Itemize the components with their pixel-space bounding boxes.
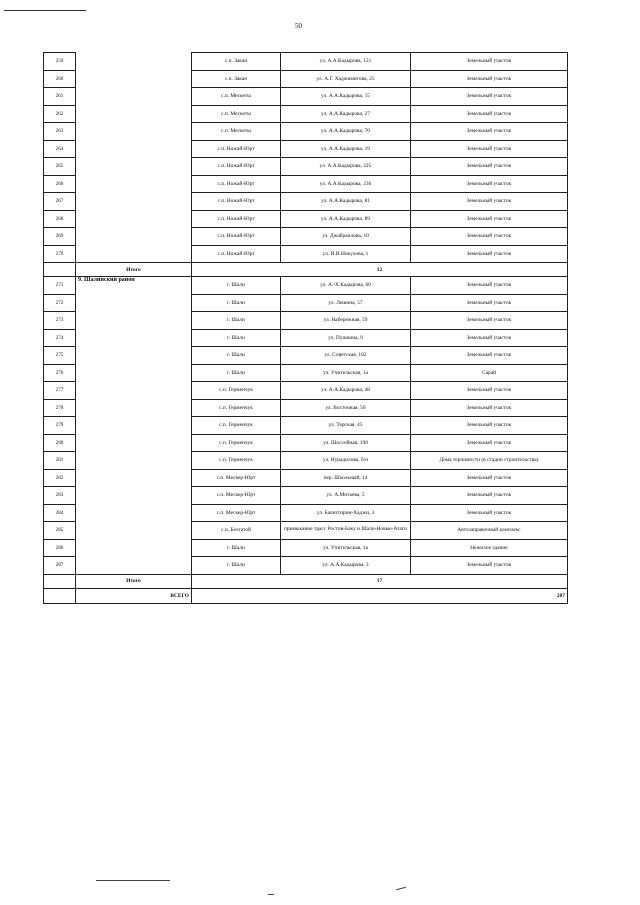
row-number: 267 [44, 193, 76, 211]
address-cell: ул. А.А.Кадырова, 70 [281, 123, 411, 141]
footer-mark [96, 880, 170, 881]
settlement-cell: с.п. Ножай-Юрт [192, 140, 281, 158]
footer-mark [268, 894, 274, 895]
object-type-cell: Земельный участок [411, 469, 568, 487]
blank-cell [44, 574, 76, 588]
settlement-cell: с.п. Ножай-Юрт [192, 228, 281, 246]
row-number: 272 [44, 294, 76, 312]
settlement-cell: с.п. Герменчук [192, 382, 281, 400]
row-number: 261 [44, 88, 76, 106]
district-cell: 9. Шалинский район [76, 277, 192, 575]
address-cell: ул. А.А.Кадырова, 3 [281, 557, 411, 575]
address-cell: ул. А.А.Кадырова, 121 [281, 53, 411, 71]
row-number: 287 [44, 557, 76, 575]
address-cell: ул. Бачитгирин-Хаджи, 3 [281, 504, 411, 522]
object-type-cell: Земельный участок [411, 417, 568, 435]
footer-mark [396, 887, 406, 891]
address-cell: ул. А.А.Кадырова, 89 [281, 210, 411, 228]
row-number: 277 [44, 382, 76, 400]
row-number: 271 [44, 277, 76, 295]
subtotal-label: Итого [76, 574, 192, 588]
address-cell: ул. А.А.Кадырова, 236 [281, 175, 411, 193]
settlement-cell: с.п. Мескеты [192, 88, 281, 106]
address-cell: ул. А.А.Кадырова, 27 [281, 105, 411, 123]
settlement-cell: с.п. Закан [192, 53, 281, 71]
address-cell: ул. А.-Х.Кадырова, 60 [281, 277, 411, 295]
row-number: 283 [44, 487, 76, 505]
settlement-cell: с.п. Герменчук [192, 434, 281, 452]
address-cell: ул. Восточная, 50 [281, 399, 411, 417]
address-cell: ул. Набережная, 59 [281, 312, 411, 330]
object-type-cell: Сарай [411, 364, 568, 382]
row-number: 281 [44, 452, 76, 470]
settlement-cell: с.п. Мескер-Юрт [192, 504, 281, 522]
address-cell: ул. Учительская, 1а [281, 539, 411, 557]
blank-cell [44, 588, 76, 603]
object-type-cell: Земельный участок [411, 210, 568, 228]
address-cell: ул. Советская, 102 [281, 347, 411, 365]
subtotal-label: Итого [76, 263, 192, 277]
address-cell: примыкание трасс Ростов-Баку и Шали-Новые-Атаги [281, 522, 411, 540]
object-type-cell: Земельный участок [411, 88, 568, 106]
settlement-cell: с.п. Ножай-Юрт [192, 175, 281, 193]
settlement-cell: с.п. Мескер-Юрт [192, 469, 281, 487]
row-number: 264 [44, 140, 76, 158]
settlement-cell: с.п. Мескеты [192, 123, 281, 141]
row-number: 276 [44, 364, 76, 382]
object-type-cell: Земельный участок [411, 228, 568, 246]
row-number: 284 [44, 504, 76, 522]
row-number: 263 [44, 123, 76, 141]
row-number: 278 [44, 399, 76, 417]
settlement-cell: с.п. Мескеты [192, 105, 281, 123]
address-cell: ул. А.А.Кадырова, 225 [281, 158, 411, 176]
settlement-cell: с.п. Герменчук [192, 452, 281, 470]
object-type-cell: Земельный участок [411, 245, 568, 263]
object-type-cell: Земельный участок [411, 294, 568, 312]
object-type-cell: Земельный участок [411, 312, 568, 330]
subtotal-value: 17 [192, 574, 568, 588]
settlement-cell: с.п. Герменчук [192, 399, 281, 417]
object-type-cell: Дома терпимости (в стадии строительства) [411, 452, 568, 470]
row-number: 274 [44, 329, 76, 347]
row-number: 285 [44, 522, 76, 540]
subtotal-row [44, 263, 568, 277]
address-cell: ул. Лешина, 57 [281, 294, 411, 312]
row-number: 260 [44, 70, 76, 88]
grand-total-row [44, 588, 568, 603]
table-row [44, 53, 568, 71]
settlement-cell: с.п. Ножай-Юрт [192, 193, 281, 211]
row-number: 273 [44, 312, 76, 330]
object-type-cell: Земельный участок [411, 434, 568, 452]
district-cell [76, 53, 192, 263]
address-cell: ул. А.А.Кадырова, 81 [281, 193, 411, 211]
address-cell: ул. Шоссейная, 190 [281, 434, 411, 452]
row-number: 262 [44, 105, 76, 123]
row-number: 266 [44, 175, 76, 193]
page-number: 50 [295, 22, 302, 30]
row-number: 269 [44, 228, 76, 246]
settlement-cell: г. Шали [192, 364, 281, 382]
address-cell: ул. А.Г. Хаджимитова, 25 [281, 70, 411, 88]
object-type-cell: Нежилое здание [411, 539, 568, 557]
address-cell: ул. А.Митаева, 5 [281, 487, 411, 505]
object-type-cell: Земельный участок [411, 329, 568, 347]
object-type-cell: Земельный участок [411, 53, 568, 71]
settlement-cell: г. Шали [192, 312, 281, 330]
object-type-cell: Земельный участок [411, 382, 568, 400]
address-cell: ул. Терская, 45 [281, 417, 411, 435]
object-type-cell: Автозаправочный комплекс [411, 522, 568, 540]
address-cell: ул. Нурадилова, б/н [281, 452, 411, 470]
settlement-cell: г. Шали [192, 539, 281, 557]
row-number: 259 [44, 53, 76, 71]
settlement-cell: с.п. Ножай-Юрт [192, 210, 281, 228]
row-number: 279 [44, 417, 76, 435]
settlement-cell: г. Шали [192, 557, 281, 575]
settlement-cell: с.п. Закан [192, 70, 281, 88]
object-type-cell: Земельный участок [411, 70, 568, 88]
object-type-cell: Земельный участок [411, 158, 568, 176]
row-number: 275 [44, 347, 76, 365]
table-row [44, 277, 568, 295]
address-cell: ул. А.А.Кадырова, 19 [281, 140, 411, 158]
row-number: 286 [44, 539, 76, 557]
object-type-cell: Земельный участок [411, 140, 568, 158]
object-type-cell: Земельный участок [411, 193, 568, 211]
row-number: 280 [44, 434, 76, 452]
subtotal-row [44, 574, 568, 588]
settlement-cell: с.п. Ножай-Юрт [192, 245, 281, 263]
address-cell: ул. Пушкина, 9 [281, 329, 411, 347]
row-number: 270 [44, 245, 76, 263]
address-cell: ул. И.И.Никулова, 1 [281, 245, 411, 263]
settlement-cell: с.п. Белгатой [192, 522, 281, 540]
blank-cell [44, 263, 76, 277]
address-cell: ул. А.А.Кадырова, 15 [281, 88, 411, 106]
object-type-cell: Земельный участок [411, 557, 568, 575]
address-cell: ул. Учительская, 1а [281, 364, 411, 382]
settlement-cell: с.п. Ножай-Юрт [192, 158, 281, 176]
row-number: 268 [44, 210, 76, 228]
object-type-cell: Земельный участок [411, 105, 568, 123]
address-cell: ул. Джабраилова, 10 [281, 228, 411, 246]
row-number: 265 [44, 158, 76, 176]
settlement-cell: с.п. Мескер-Юрт [192, 487, 281, 505]
settlement-cell: г. Шали [192, 347, 281, 365]
object-type-cell: Земельный участок [411, 347, 568, 365]
object-type-cell: Земельный участок [411, 504, 568, 522]
row-number: 282 [44, 469, 76, 487]
settlement-cell: г. Шали [192, 329, 281, 347]
settlement-cell: г. Шали [192, 294, 281, 312]
object-type-cell: Земельный участок [411, 399, 568, 417]
address-cell: пер. Школьный, 14 [281, 469, 411, 487]
subtotal-value: 12 [192, 263, 568, 277]
top-rule [4, 10, 86, 11]
settlement-cell: с.п. Герменчук [192, 417, 281, 435]
settlement-cell: г. Шали [192, 277, 281, 295]
property-register-table [43, 52, 568, 604]
grand-total-value: 287 [192, 588, 568, 603]
object-type-cell: Земельный участок [411, 487, 568, 505]
object-type-cell: Земельный участок [411, 123, 568, 141]
address-cell: ул. А.А.Кадырова, 48 [281, 382, 411, 400]
object-type-cell: Земельный участок [411, 175, 568, 193]
grand-total-label: ВСЕГО [76, 588, 192, 603]
object-type-cell: Земельный участок [411, 277, 568, 295]
